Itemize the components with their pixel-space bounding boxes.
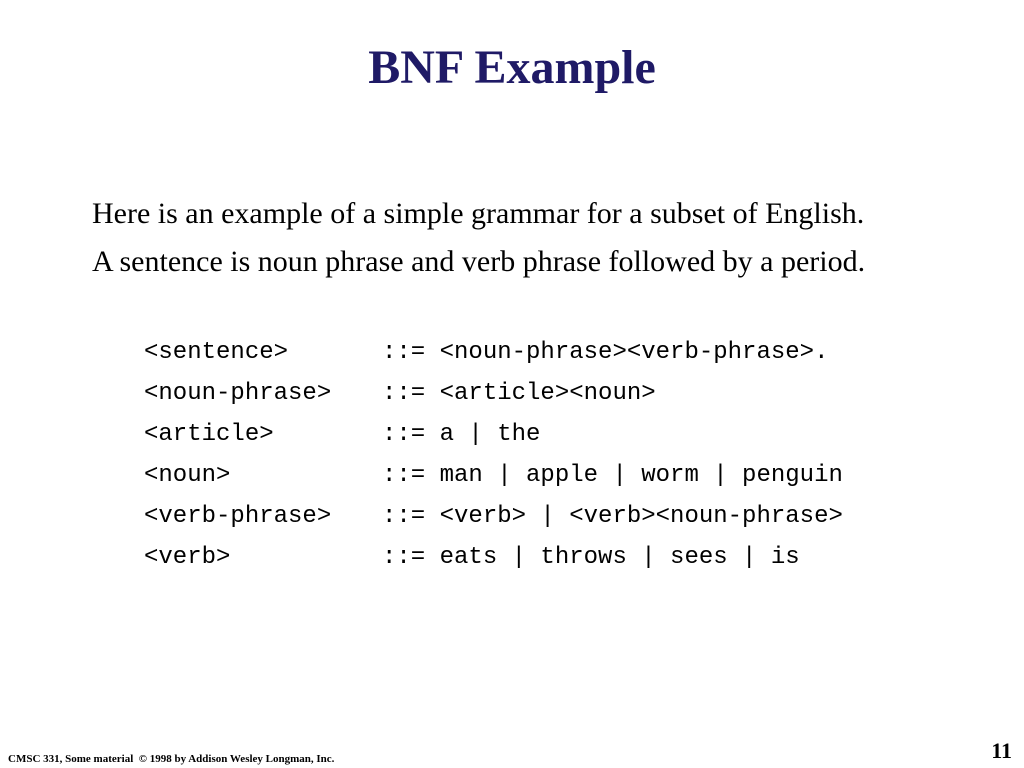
rule-lhs: <noun-phrase>	[144, 380, 332, 407]
rule-lhs: <sentence>	[144, 339, 289, 366]
intro-line-2: A sentence is noun phrase and verb phrase followed by a period.	[92, 245, 866, 278]
slide-footer: CMSC 331, Some material © 1998 by Addison Wesley Longman, Inc.	[8, 753, 335, 765]
intro-line-1: Here is an example of a simple grammar for a subset of English.	[92, 197, 865, 230]
grammar-rule-noun-phrase	[144, 373, 843, 414]
rule-rhs: ::= a | the	[382, 421, 541, 448]
rule-rhs: ::= man | apple | worm | penguin	[382, 462, 843, 489]
grammar-rule-article	[144, 414, 843, 455]
slide-title: BNF Example	[368, 41, 656, 94]
page-number: 11	[991, 738, 1012, 763]
rule-rhs: ::= eats | throws | sees | is	[382, 544, 800, 571]
rule-lhs: <article>	[144, 421, 274, 448]
grammar-rules	[144, 332, 843, 578]
grammar-rule-verb	[144, 537, 843, 578]
rule-lhs: <noun>	[144, 462, 231, 489]
grammar-rule-sentence	[144, 332, 843, 373]
grammar-rule-verb-phrase	[144, 496, 843, 537]
rule-rhs: ::= <verb> | <verb><noun-phrase>	[382, 503, 843, 530]
rule-lhs: <verb-phrase>	[144, 503, 332, 530]
rule-rhs: ::= <article><noun>	[382, 380, 656, 407]
rule-rhs: ::= <noun-phrase><verb-phrase>.	[382, 339, 829, 366]
rule-lhs: <verb>	[144, 544, 231, 571]
intro-text	[92, 190, 1012, 286]
grammar-rule-noun	[144, 455, 843, 496]
